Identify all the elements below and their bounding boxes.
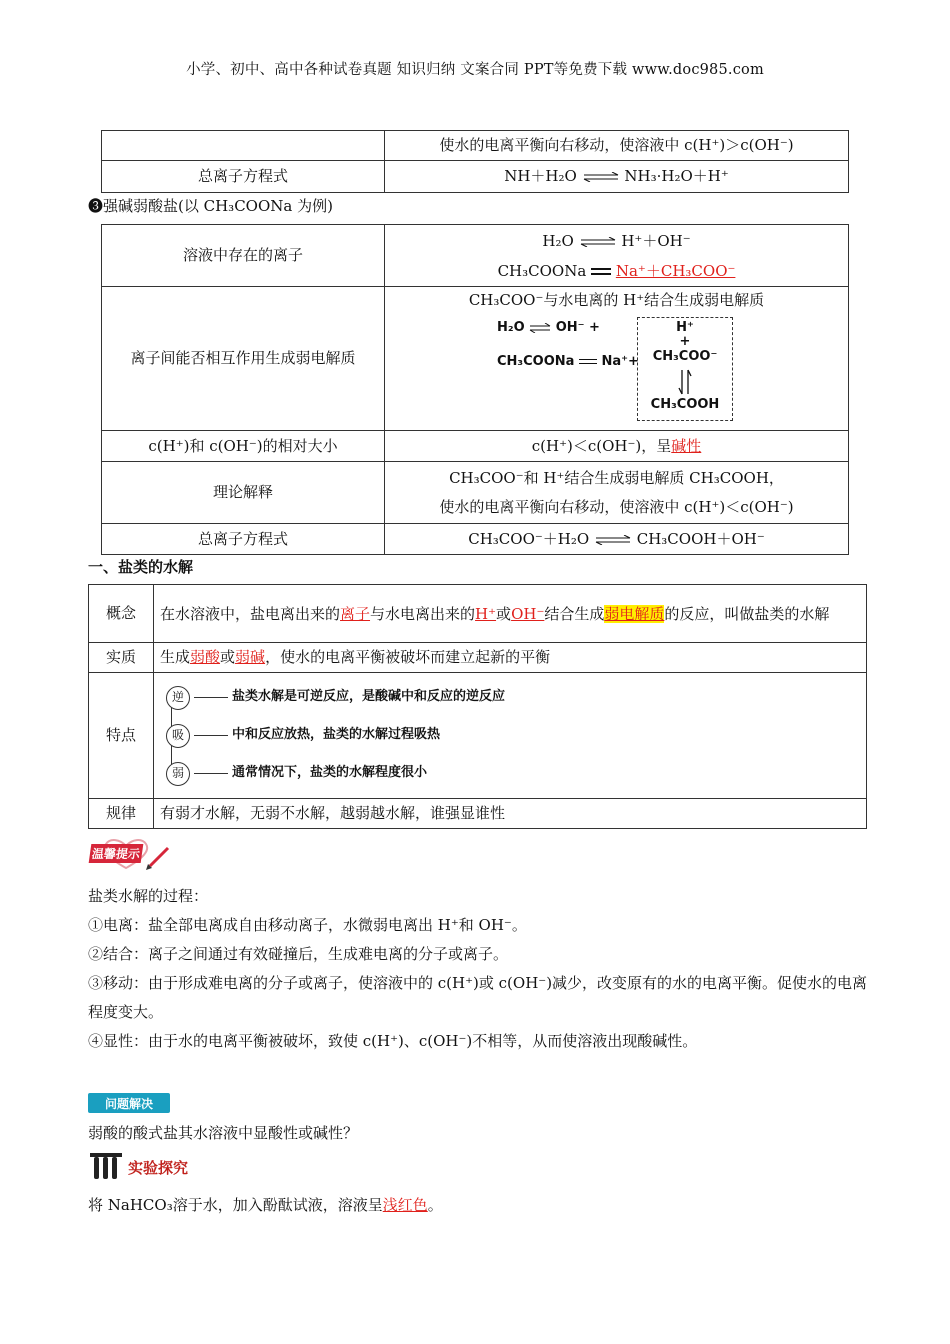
diag-salt: CH₃COONa	[497, 354, 575, 369]
feature-char: 逆	[166, 686, 190, 710]
concept-text: 在水溶液中，盐电离出来的	[160, 604, 341, 623]
process-step-4: ④显性：由于水的电离平衡被破坏，致使 c(H⁺)、c(OH⁻)不相等，从而使溶液出现酸碱性。	[88, 1032, 698, 1050]
feature-dash	[194, 735, 228, 736]
reversible-arrow-icon	[579, 237, 617, 247]
feature-item	[166, 755, 860, 793]
reversible-arrow-icon	[582, 172, 620, 182]
eq2-rhs-answer: Na⁺＋CH₃COO⁻	[615, 261, 736, 280]
feature-text: 盐类水解是可逆反应，是酸碱中和反应的逆反应	[232, 689, 506, 705]
essence-text: 或	[220, 648, 236, 666]
diag-oh: OH⁻ +	[555, 320, 600, 335]
tip-badge	[88, 836, 172, 872]
table-a-row2-right	[385, 161, 849, 193]
table-b-r5-right	[385, 524, 849, 555]
eq2-lhs: CH₃COONa	[497, 261, 587, 280]
experiment-text	[88, 1191, 878, 1220]
concept-content	[154, 585, 867, 643]
eq1-lhs: H₂O	[542, 231, 574, 250]
hydrolysis-diagram	[497, 317, 639, 373]
concept-answer-3: OH⁻	[511, 604, 545, 623]
box-product: CH₃COOH	[650, 397, 720, 412]
r2-top-text: CH₃COO⁻与水电离的 H⁺结合生成弱电解质	[468, 291, 765, 309]
table-b-r4-left: 理论解释	[102, 462, 385, 524]
dashed-box	[637, 317, 733, 421]
essence-answer-2: 弱碱	[235, 648, 266, 666]
concept-text: 结合生成	[544, 604, 605, 623]
concept-text: 或	[496, 604, 512, 623]
feature-item	[166, 679, 860, 717]
equals-sign	[591, 268, 611, 275]
process-step-2: ②结合：离子之间通过有效碰撞后，生成难电离的分子或离子。	[88, 945, 509, 963]
essence-content	[154, 643, 867, 673]
rule-label: 规律	[89, 799, 154, 829]
essence-text: 生成	[160, 648, 191, 666]
experiment-badge	[88, 1150, 188, 1184]
concept-label: 概念	[89, 585, 154, 643]
r4-line1: CH₃COO⁻和 H⁺结合生成弱电解质 CH₃COOH，	[449, 468, 784, 487]
table-b-r5-left: 总离子方程式	[102, 524, 385, 555]
feature-text: 通常情况下，盐类的水解程度很小	[232, 765, 428, 781]
table-b-r4-right	[385, 462, 849, 524]
diag-water: H₂O	[497, 320, 525, 335]
reversible-arrow-icon	[594, 535, 632, 545]
reversible-arrow-icon	[529, 323, 551, 333]
feature-dash	[194, 773, 228, 774]
feature-label: 特点	[89, 673, 154, 799]
tip-badge-text: 温馨提示	[89, 844, 144, 863]
equilibrium-arrows-icon	[675, 368, 695, 396]
problem-badge: 问题解决	[88, 1093, 170, 1113]
eq-rhs: NH₃·H₂O＋H⁺	[624, 167, 729, 185]
table-b-r3-left: c(H⁺)和 c(OH⁻)的相对大小	[102, 431, 385, 462]
section-1-title: 一、盐类的水解	[88, 558, 194, 576]
feature-char: 吸	[166, 724, 190, 748]
concept-text: 与水电离出来的	[370, 604, 476, 623]
concept-answer-1: 离子	[340, 604, 371, 623]
feature-text: 中和反应放热，盐类的水解过程吸热	[232, 727, 441, 743]
page-header: 小学、初中、高中各种试卷真题 知识归纳 文案合同 PPT等免费下载 www.doc985.com	[186, 62, 764, 78]
concept-answer-4: 弱电解质	[604, 604, 665, 623]
process-title: 盐类水解的过程：	[88, 887, 209, 905]
box-ion: CH₃COO⁻	[652, 349, 718, 364]
feature-content	[154, 673, 867, 799]
salt-hydrolysis-table	[88, 584, 867, 829]
equals-sign	[579, 359, 597, 364]
concept-answer-2: H⁺	[475, 604, 497, 623]
test-tubes-icon	[88, 1151, 124, 1183]
table-a-row2-left: 总离子方程式	[102, 161, 385, 193]
eq1-rhs: H⁺＋OH⁻	[621, 231, 691, 250]
essence-label: 实质	[89, 643, 154, 673]
experiment-prefix: 将 NaHCO₃溶于水，加入酚酞试液，溶液呈	[88, 1196, 383, 1214]
table-b-r1-right	[385, 225, 849, 287]
table-a-empty-cell	[102, 131, 385, 161]
box-plus: +	[679, 334, 691, 349]
eq-lhs: NH＋H₂O	[504, 167, 577, 185]
r5-lhs: CH₃COO⁻＋H₂O	[468, 529, 590, 548]
r5-rhs: CH₃COOH＋OH⁻	[636, 529, 765, 548]
nh4-table-continuation	[101, 130, 849, 193]
r3-prefix: c(H⁺)＜c(OH⁻)，呈	[531, 436, 672, 455]
table-b-r2-right	[385, 287, 849, 431]
feature-dash	[194, 697, 228, 698]
experiment-suffix: 。	[427, 1196, 443, 1214]
table-b-r3-right	[385, 431, 849, 462]
table-b-r1-left: 溶液中存在的离子	[102, 225, 385, 287]
process-step-3: ③移动：由于形成难电离的分子或离子，使溶液中的 c(H⁺)或 c(OH⁻)减少，改变原有的水的电离平衡。促使水的电离程度变大。	[88, 974, 868, 1021]
question-text: 弱酸的酸式盐其水溶液中显酸性或碱性？	[88, 1124, 359, 1142]
section-3-label: ❸强碱弱酸盐(以 CH₃COONa 为例)	[88, 197, 333, 215]
process-step-1: ①电离：盐全部电离成自由移动离子，水微弱电离出 H⁺和 OH⁻。	[88, 916, 527, 934]
table-a-row1-right: 使水的电离平衡向右移动，使溶液中 c(H⁺)＞c(OH⁻)	[385, 131, 849, 161]
experiment-badge-text: 实验探究	[128, 1158, 189, 1177]
rule-content: 有弱才水解，无弱不水解，越弱越水解，谁强显谁性	[154, 799, 867, 829]
r4-line2: 使水的电离平衡向右移动，使溶液中 c(H⁺)＜c(OH⁻)	[439, 497, 794, 516]
concept-text: 的反应，叫做盐类的水解	[664, 604, 830, 623]
essence-text: ，使水的电离平衡被破坏而建立起新的平衡	[265, 648, 551, 666]
ch3coona-table	[101, 224, 849, 555]
table-b-r2-left: 离子间能否相互作用生成弱电解质	[102, 287, 385, 431]
experiment-answer: 浅红色	[382, 1196, 428, 1214]
diag-na: Na⁺+	[601, 354, 639, 369]
feature-item	[166, 717, 860, 755]
essence-answer-1: 弱酸	[190, 648, 221, 666]
r3-answer: 碱性	[671, 436, 702, 455]
box-h: H⁺	[676, 320, 694, 335]
feature-char: 弱	[166, 762, 190, 786]
